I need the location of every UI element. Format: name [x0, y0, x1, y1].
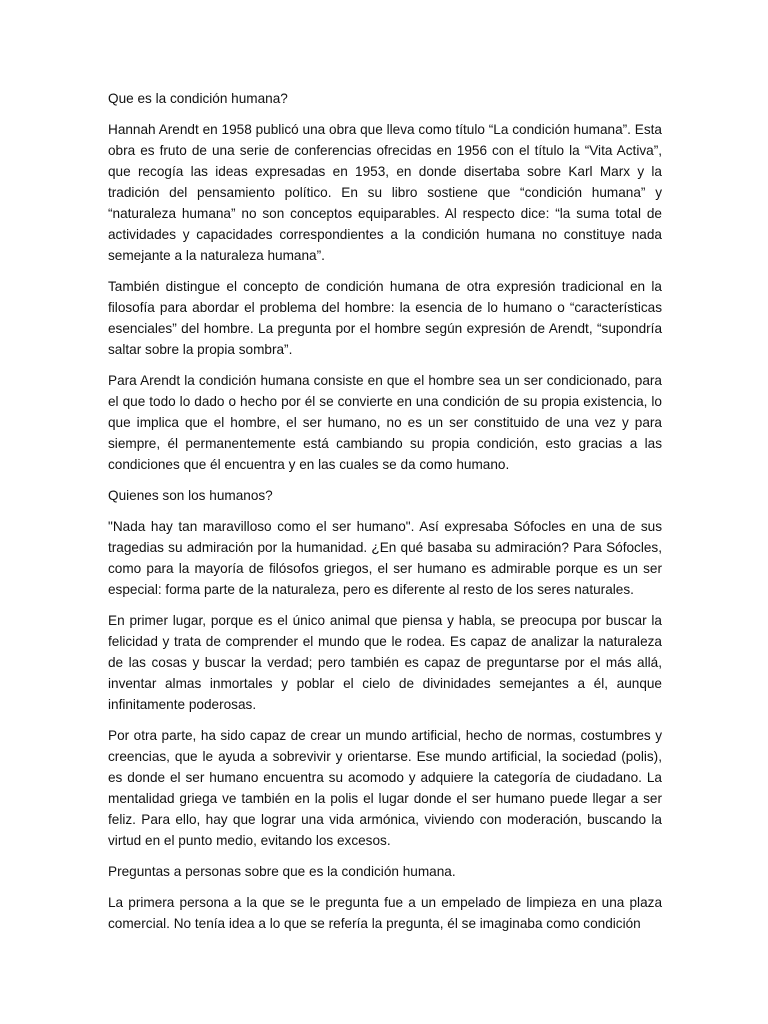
heading-preguntas-personas: Preguntas a personas sobre que es la condición humana. — [108, 864, 456, 879]
paragraph-sofocles: "Nada hay tan maravilloso como el ser humano". Así expresaba Sófocles en una de sus tragedias su admiración por la humanidad. ¿En qué basaba su admiración? Para Sófocles, como para la mayoría de filósofos griegos, el ser humano es admirable porque es un ser especial: forma parte de la naturaleza, pero es diferente al resto de los seres naturales. — [108, 519, 662, 597]
paragraph-mundo-artificial: Por otra parte, ha sido capaz de crear un mundo artificial, hecho de normas, costumbres y creencias, que le ayuda a sobrevivir y orientarse. Ese mundo artificial, la sociedad (polis), es donde el ser humano encuentra su acomodo y adquiere la categoría de ciudadano. La mentalidad griega ve también en la polis el lugar donde el ser humano puede llegar a ser feliz. Para ello, hay que lograr una vida armónica, viviendo con moderación, buscando la virtud en el punto medio, evitando los excesos. — [108, 728, 662, 848]
document-page — [108, 88, 662, 944]
heading-condicion-humana: Que es la condición humana? — [108, 91, 288, 106]
paragraph-esencia-humano: También distingue el concepto de condición humana de otra expresión tradicional en la filosofía para abordar el problema del hombre: la esencia de lo humano o “características esenciales” del hombre. La pregunta por el hombre según expresión de Arendt, “supondría saltar sobre la propia sombra”. — [108, 279, 662, 357]
paragraph-primera-persona: La primera persona a la que se le pregunta fue a un empelado de limpieza en una plaza comercial. No tenía idea a lo que se refería la pregunta, él se imaginaba como condición — [108, 895, 662, 931]
heading-quienes-humanos: Quienes son los humanos? — [108, 488, 273, 503]
paragraph-arendt-intro: Hannah Arendt en 1958 publicó una obra que lleva como título “La condición humana”. Esta obra es fruto de una serie de conferencias ofrecidas en 1956 con el título la “Vita Activa”, que recogía las ideas expresadas en 1953, en donde disertaba sobre Karl Marx y la tradición del pensamiento político. En su libro sostiene que “condición humana” y “naturaleza humana” no son conceptos equiparables. Al respecto dice: “la suma total de actividades y capacidades correspondientes a la condición humana no constituye nada semejante a la naturaleza humana”. — [108, 122, 662, 263]
paragraph-ser-condicionado: Para Arendt la condición humana consiste en que el hombre sea un ser condicionado, para el que todo lo dado o hecho por él se convierte en una condición de su propia existencia, lo que implica que el hombre, el ser humano, no es un ser constituido de una vez y para siempre, él permanentemente está cambiando su propia condición, esto gracias a las condiciones que él encuentra y en las cuales se da como humano. — [108, 373, 662, 472]
paragraph-primer-lugar: En primer lugar, porque es el único animal que piensa y habla, se preocupa por buscar la felicidad y trata de comprender el mundo que le rodea. Es capaz de analizar la naturaleza de las cosas y buscar la verdad; pero también es capaz de preguntarse por el más allá, inventar almas inmortales y poblar el cielo de divinidades semejantes a él, aunque infinitamente poderosas. — [108, 613, 662, 712]
